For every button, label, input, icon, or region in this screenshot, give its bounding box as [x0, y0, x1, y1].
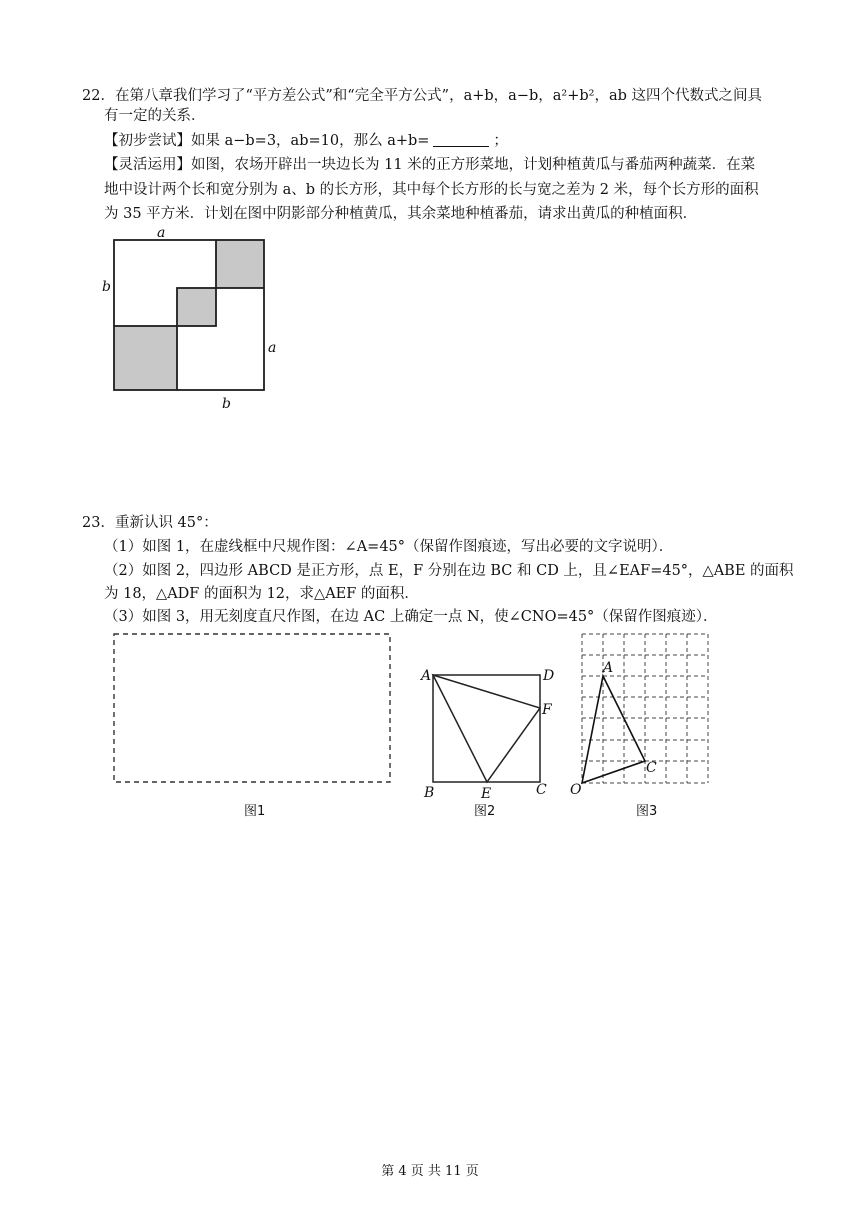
answer-blank: [433, 132, 489, 147]
q22-line-2: 有一定的关系．: [104, 108, 206, 124]
q23-line-1: 23．重新认识 45°：: [82, 515, 218, 531]
shaded-square-bottom-left: [114, 326, 177, 390]
fig2-label-b: B: [424, 785, 435, 801]
q23-part-1: （1）如图 1，在虚线框中尺规作图：∠A=45°（保留作图痕迹，写出必要的文字说明）．: [104, 539, 674, 555]
q22-line-4: 【灵活运用】如图，农场开辟出一块边长为 11 米的正方形菜地，计划种植黄瓜与番茄两种蔬菜．在菜: [104, 157, 756, 173]
dashed-drawing-box: [114, 634, 390, 782]
q22-trial-line: [104, 131, 508, 151]
rectangle-a-by-b: [114, 240, 216, 326]
fig2-caption: 图2: [474, 804, 496, 819]
fig1-caption: 图1: [244, 804, 266, 819]
fig2-label-d: D: [543, 668, 555, 684]
q23-part-2-cont: 为 18，△ADF 的面积为 12，求△AEF 的面积．: [104, 586, 419, 602]
square-abcd: [433, 675, 540, 782]
shaded-square-top-right: [216, 240, 264, 288]
fig3-label-o: O: [570, 782, 582, 798]
q23-part-3: （3）如图 3，用无刻度直尺作图，在边 AC 上确定一点 N，使∠CNO=45°（保留作图痕迹）．: [104, 609, 718, 625]
q23-part-2: （2）如图 2，四边形 ABCD 是正方形，点 E，F 分别在边 BC 和 CD 上，且∠EAF=45°，△ABE 的面积: [104, 563, 794, 579]
fig2-label-f: F: [542, 702, 552, 718]
q22-line-6: 为 35 平方米．计划在图中阴影部分种植黄瓜，其余菜地种植番茄，请求出黄瓜的种植面积．: [104, 206, 698, 222]
q22-trial-text: 【初步尝试】如果 a−b=3，ab=10，那么 a+b=: [104, 133, 430, 149]
outer-square: [114, 240, 264, 390]
label-right-a: a: [268, 340, 277, 356]
fig2-label-e: E: [481, 786, 492, 802]
fig3-label-c: C: [646, 760, 657, 776]
label-left-b: b: [102, 279, 111, 295]
fig2-label-c: C: [536, 782, 547, 798]
page-footer: 第 4 页 共 11 页: [381, 1164, 479, 1179]
label-top-a: a: [157, 225, 166, 241]
label-bottom-b: b: [222, 396, 231, 412]
q22-line-1: 22．在第八章我们学习了“平方差公式”和“完全平方公式”，a+b，a−b，a²+b²，ab 这四个代数式之间具: [82, 88, 762, 104]
triangle-aef: [433, 675, 540, 782]
fig2-label-a: A: [421, 668, 432, 684]
fig3-label-a: A: [603, 660, 614, 676]
q22-trial-end: ；: [493, 133, 508, 149]
shaded-square-middle: [177, 288, 216, 326]
fig3-caption: 图3: [636, 804, 658, 819]
dashed-grid: [582, 634, 708, 783]
triangle-aco: [582, 676, 645, 783]
rectangle-b-by-a: [177, 288, 264, 390]
q22-line-5: 地中设计两个长和宽分别为 a、b 的长方形，其中每个长方形的长与宽之差为 2 米，每个长方形的面积: [104, 182, 759, 198]
